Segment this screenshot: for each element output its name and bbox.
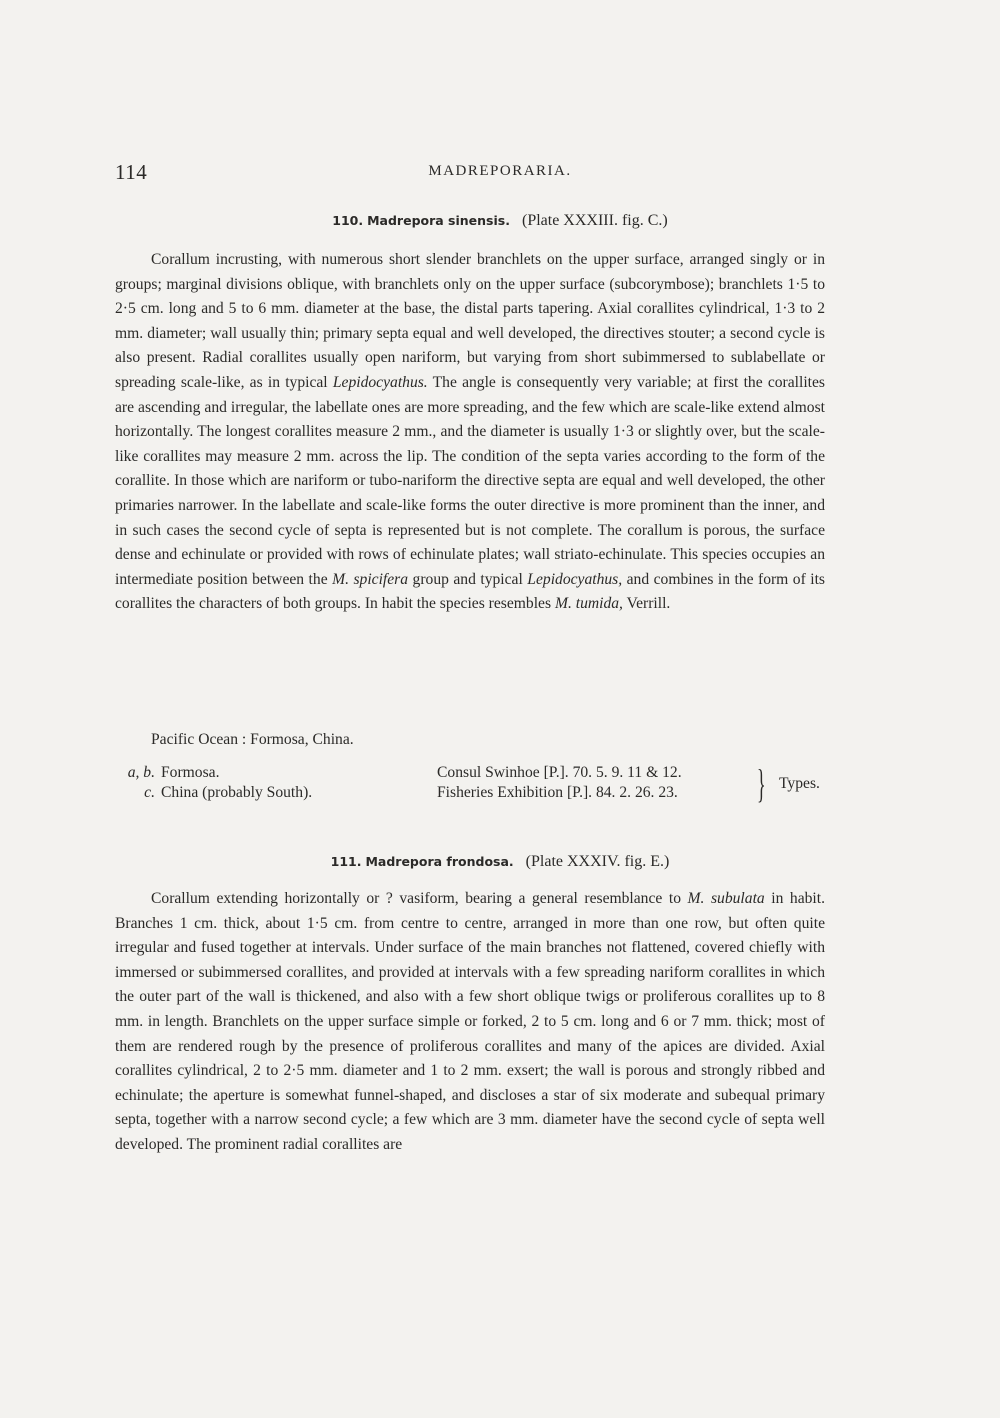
text-run: The angle is consequently very variable; at first the corallites are ascending and irregular, the labellate ones are more spreading, and the few which are scale-like extend almost horizontally. The longest corallites measure 2 mm., and the diameter is usually 1·3 or slightly over, but the scale-like corallites may measure 2 mm. across the lip. The condition of the septa varies according to the form of the corallite. In those which are nariform or tubo-nariform the directive septa are equal and well developed, the other primaries narrower. In the labellate and scale-like forms the outer directive is more prominent than the inner, and in such cases the second cycle of septa is represented but is not complete. The corallum is porous, the surface dense and echinulate or provided with rows of echinulate plates; wall striato-echinulate. This species occupies an intermediate position between the: [115, 373, 825, 588]
species-name: Madrepora frondosa.: [365, 854, 514, 869]
species-111-description: [115, 887, 825, 1158]
specimen-letter: c.: [144, 784, 155, 801]
text-run: Corallum extending horizontally or ? vasiform, bearing a general resemblance to: [151, 890, 681, 907]
page-number: 114: [115, 160, 148, 184]
italic-taxon: M. subulata: [687, 890, 765, 907]
italic-taxon: M. spicifera: [332, 570, 409, 588]
brace-icon: }: [757, 761, 766, 806]
specimen-place: Formosa.: [161, 764, 220, 781]
specimen-source: Consul Swinhoe [P.]. 70. 5. 9. 11 & 12.: [437, 764, 682, 781]
text-run: Verrill.: [626, 595, 671, 613]
text-run: and combines in the form of its corallites the characters of both groups. In habit the species resembles: [115, 570, 825, 613]
specimen-row: [115, 784, 678, 806]
species-number: 110.: [332, 213, 364, 228]
running-head: MADREPORARIA.: [428, 163, 572, 179]
specimen-source: Fisheries Exhibition [P.]. 84. 2. 26. 23.: [437, 784, 678, 801]
species-name: Madrepora sinensis.: [367, 213, 510, 228]
species-111-heading: [0, 853, 1000, 871]
text-run: in habit. Branches 1 cm. thick, about 1·5 cm. from centre to centre, arranged in more than one row, but often quite irregular and fused together at intervals. Under surface of the main branches not flattened, covered chiefly with immersed or subimmersed corallites, and provided at intervals with a few spreading nariform corallites in which the outer part of the wall is thickened, and also with a few short oblique twigs or proliferous corallites up to 8 mm. in length. Branchlets on the upper surface simple or forked, 2 to 5 cm. long and 6 or 7 mm. thick; most of them are rendered rough by the presence of proliferous corallites and many of the apices are divided. Axial corallites cylindrical, 2 to 2·5 mm. diameter and 1 to 2 mm. exsert; the wall is porous and strongly ribbed and echinulate; the aperture is somewhat funnel-shaped, and discloses a star of six moderate and subequal primary septa, together with a narrow second cycle; a few which are 3 mm. diameter have the second cycle of septa well developed. The prominent radial corallites are: [115, 890, 825, 1153]
italic-taxon: Lepidocyathus,: [527, 570, 623, 588]
types-label: Types.: [779, 775, 820, 792]
specimen-place: China (probably South).: [161, 784, 313, 801]
plate-reference: (Plate XXXIV. fig. E.): [525, 853, 670, 870]
locality: Pacific Ocean : Formosa, China.: [151, 731, 354, 748]
species-110-heading: [0, 212, 1000, 230]
text-run: Corallum incrusting, with numerous short slender branchlets on the upper surface, arranged singly or in groups; marginal divisions oblique, with branchlets only on the upper surface (subcorymbose); branchlets 1·5 to 2·5 cm. long and 5 to 6 mm. diameter at the base, the distal parts tapering. Axial corallites cylindrical, 1·3 to 2 mm. diameter; wall usually thin; primary septa equal and well developed, the directives stouter; a second cycle is also present. Radial corallites usually open nariform, but varying from short subimmersed to sublabellate or spreading scale-like, as in typical: [115, 251, 825, 391]
specimen-row: [115, 764, 682, 786]
specimen-list: [115, 762, 835, 808]
plate-reference: (Plate XXXIII. fig. C.): [521, 212, 668, 229]
specimen-letter: a, b.: [127, 764, 155, 781]
text-run: group and typical: [412, 570, 523, 588]
italic-taxon: Lepidocyathus.: [332, 373, 428, 391]
species-110-description: [115, 248, 825, 617]
italic-taxon: M. tumida,: [554, 595, 623, 613]
species-number: 111.: [330, 854, 362, 869]
